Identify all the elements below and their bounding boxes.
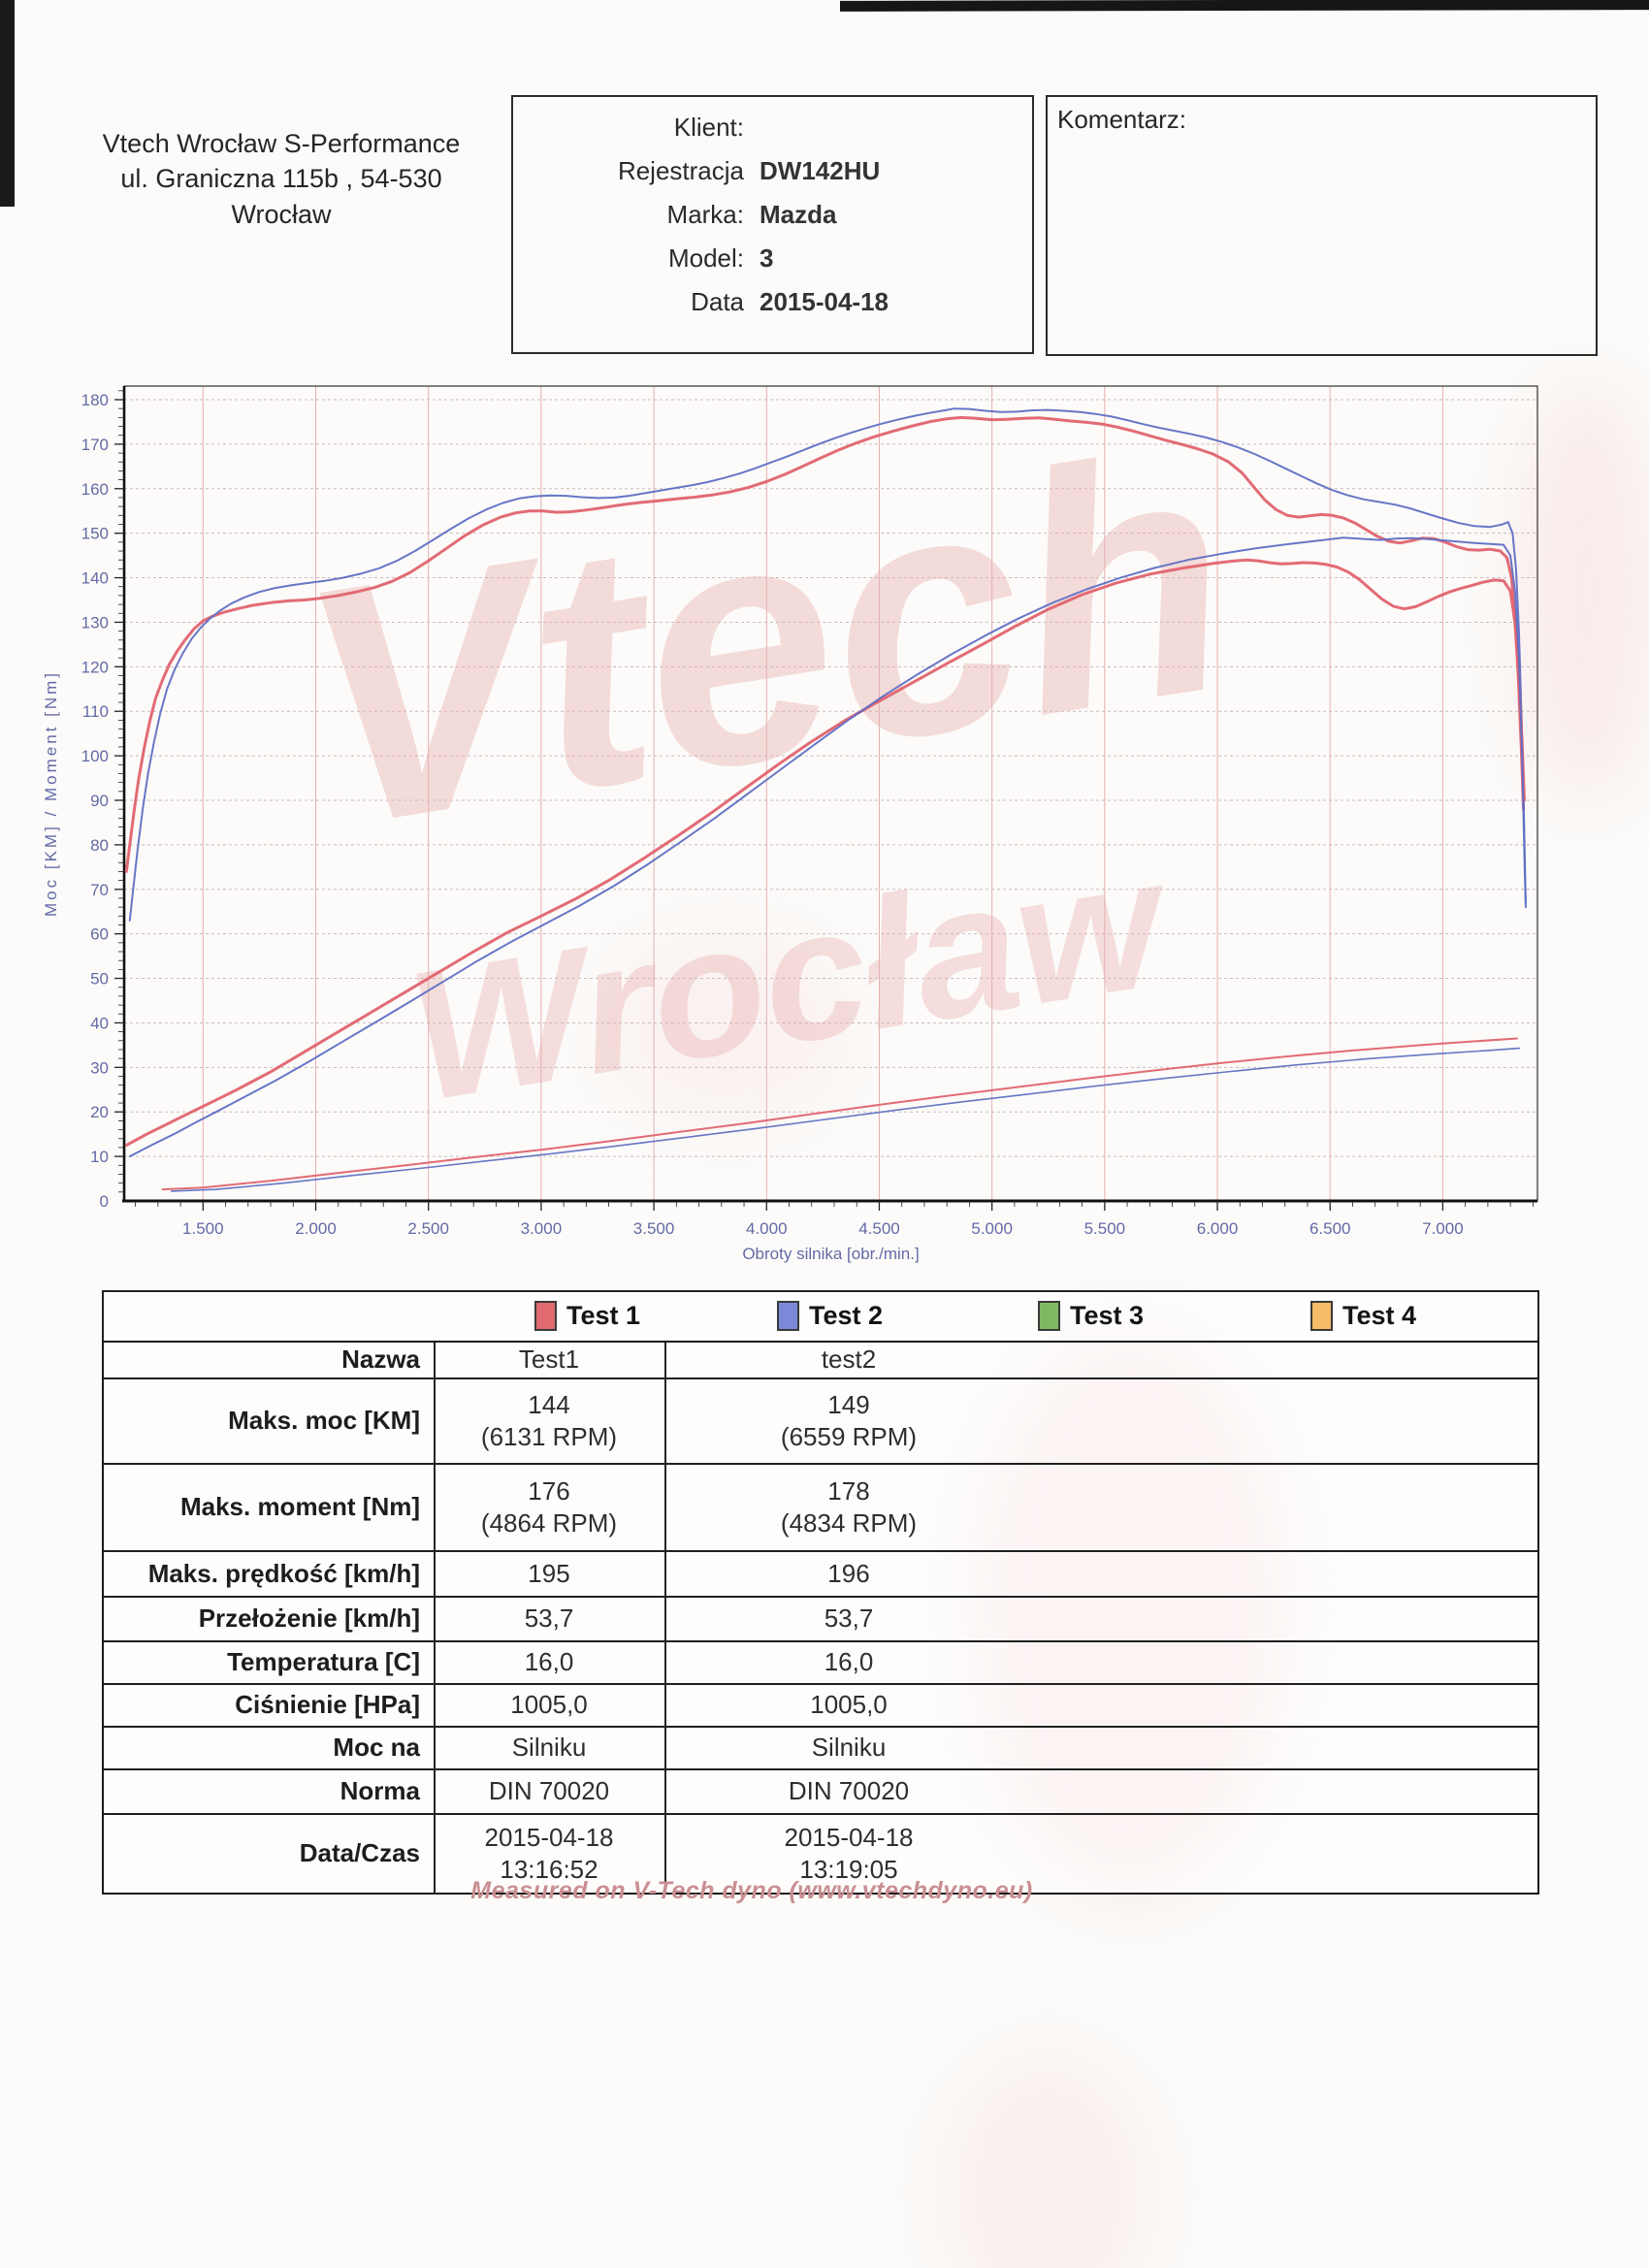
chart-svg: [0, 369, 1649, 1339]
scan-artifact-top-bar: [840, 0, 1649, 12]
cell-test2: 196: [827, 1558, 870, 1588]
cell-test2: 53,7: [824, 1604, 874, 1634]
table-row: [104, 1768, 1537, 1813]
legend-label: Test 2: [809, 1301, 884, 1330]
y-tick-label: 30: [90, 1058, 109, 1078]
cell-test2: 1005,0: [810, 1690, 888, 1720]
legend-item-test-3: [1038, 1301, 1144, 1331]
svg-text:Wrocław: Wrocław: [397, 819, 1175, 1141]
y-tick-label: 40: [90, 1014, 109, 1033]
legend-label: Test 3: [1070, 1301, 1145, 1330]
table-row: [104, 1683, 1537, 1726]
legend-swatch: [1310, 1301, 1333, 1331]
legend-label: Test 4: [1342, 1301, 1417, 1330]
comment-box: [1046, 95, 1598, 356]
row-label: Moc na: [333, 1733, 420, 1763]
client-field-label: Model:: [667, 243, 744, 273]
cell-test1: 144 (6131 RPM): [480, 1389, 618, 1451]
legend-label: Test 1: [566, 1301, 641, 1330]
y-tick-label: 170: [81, 435, 109, 454]
scan-artifact-left-bar: [0, 0, 15, 207]
x-tick-label: 4.000: [745, 1219, 788, 1238]
cell-test2: 2015-04-18 13:19:05: [784, 1822, 914, 1884]
y-tick-label: 50: [90, 969, 109, 988]
y-tick-label: 110: [81, 702, 109, 722]
x-tick-label: 5.500: [1083, 1219, 1126, 1238]
client-info-box: [511, 95, 1034, 354]
cell-test1: 53,7: [524, 1604, 574, 1634]
x-tick-label: 6.500: [1309, 1219, 1351, 1238]
table-row: [104, 1343, 1537, 1377]
y-tick-label: 10: [90, 1148, 109, 1167]
client-field-label: Marka:: [666, 200, 744, 229]
table-row: [104, 1596, 1537, 1640]
row-label: Przełożenie [km/h]: [198, 1604, 420, 1634]
legend-item-test-1: [534, 1301, 640, 1331]
client-field-value: 3: [760, 243, 774, 273]
legend-swatch: [1038, 1301, 1060, 1331]
table-row: [104, 1463, 1537, 1550]
cell-test2: DIN 70020: [788, 1776, 910, 1806]
comment-title: Komentarz:: [1057, 105, 1186, 134]
x-tick-label: 1.500: [182, 1219, 224, 1238]
y-tick-label: 130: [81, 613, 109, 632]
cell-test1: 2015-04-18 13:16:52: [484, 1822, 614, 1884]
y-tick-label: 100: [81, 747, 109, 766]
y-tick-label: 60: [90, 924, 109, 944]
scan-pink-smudge: [946, 2057, 1149, 2268]
x-tick-label: 5.000: [971, 1219, 1013, 1238]
workshop-address: [78, 126, 485, 232]
table-row: [104, 1550, 1537, 1596]
row-label: Nazwa: [341, 1345, 420, 1375]
x-tick-label: 3.500: [632, 1219, 675, 1238]
cell-test2: 178 (4834 RPM): [780, 1475, 918, 1538]
client-field-label: Rejestracja: [617, 156, 744, 185]
cell-test1: Test1: [518, 1345, 580, 1375]
legend-item-test-4: [1310, 1301, 1416, 1331]
cell-test2: 149 (6559 RPM): [780, 1389, 918, 1451]
cell-test1: 176 (4864 RPM): [480, 1475, 618, 1538]
table-column-divider: [434, 1343, 436, 1893]
dyno-chart: [0, 369, 1649, 1339]
cell-test2: test2: [821, 1345, 877, 1375]
cell-test1: DIN 70020: [488, 1776, 610, 1806]
row-label: Data/Czas: [299, 1838, 420, 1868]
legend-swatch: [534, 1301, 557, 1331]
y-tick-label: 180: [81, 391, 109, 409]
client-info-grid: [513, 97, 1032, 317]
x-tick-label: 7.000: [1422, 1219, 1464, 1238]
legend-item-test-2: [777, 1301, 883, 1331]
row-label: Maks. moc [KM]: [228, 1406, 420, 1436]
y-tick-label: 20: [90, 1103, 109, 1122]
chart-legend: [102, 1290, 1539, 1343]
address-line: Wrocław: [231, 199, 332, 229]
watermark: [280, 380, 1253, 1140]
table-row: [104, 1377, 1537, 1463]
address-line: ul. Graniczna 115b , 54-530: [120, 164, 442, 194]
table-row: [104, 1726, 1537, 1768]
table-row: [104, 1640, 1537, 1683]
y-tick-label: 90: [90, 792, 109, 810]
client-title: Klient:: [673, 113, 744, 142]
client-field-label: Data: [691, 287, 744, 316]
table-column-divider: [664, 1343, 666, 1893]
cell-test2: 16,0: [824, 1647, 874, 1677]
y-tick-label: 140: [81, 568, 109, 588]
cell-test1: 1005,0: [510, 1690, 588, 1720]
x-tick-label: 2.500: [407, 1219, 449, 1238]
y-tick-label: 150: [81, 524, 109, 543]
row-label: Ciśnienie [HPa]: [235, 1690, 420, 1720]
cell-test1: 195: [528, 1558, 570, 1588]
y-axis-title: Moc [KM] / Moment [Nm]: [42, 670, 60, 917]
svg-text:Vtech: Vtech: [279, 380, 1253, 900]
y-tick-label: 70: [90, 880, 109, 899]
cell-test2: Silniku: [811, 1733, 887, 1763]
y-tick-label: 160: [81, 479, 109, 499]
row-label: Maks. moment [Nm]: [179, 1492, 420, 1522]
cell-test1: 16,0: [524, 1647, 574, 1677]
row-label: Norma: [340, 1776, 420, 1806]
results-table: [102, 1341, 1539, 1895]
x-axis-title: Obroty silnika [obr./min.]: [742, 1245, 920, 1263]
y-tick-label: 0: [99, 1192, 109, 1211]
y-tick-label: 80: [90, 835, 109, 855]
legend-swatch: [777, 1301, 799, 1331]
client-field-value: Mazda: [760, 200, 837, 229]
x-tick-label: 4.500: [858, 1219, 900, 1238]
client-field-value: 2015-04-18: [760, 287, 889, 316]
client-field-value: DW142HU: [760, 156, 881, 185]
footer-note: Measured on V-Tech dyno (www.vtechdyno.eu): [470, 1877, 1033, 1904]
address-line: Vtech Wrocław S-Performance: [102, 129, 461, 158]
y-tick-label: 120: [81, 658, 109, 677]
x-tick-label: 2.000: [295, 1219, 337, 1238]
x-tick-label: 3.000: [520, 1219, 563, 1238]
row-label: Temperatura [C]: [227, 1647, 420, 1677]
row-label: Maks. prędkość [km/h]: [147, 1558, 420, 1588]
x-tick-label: 6.000: [1196, 1219, 1239, 1238]
cell-test1: Silniku: [511, 1733, 587, 1763]
